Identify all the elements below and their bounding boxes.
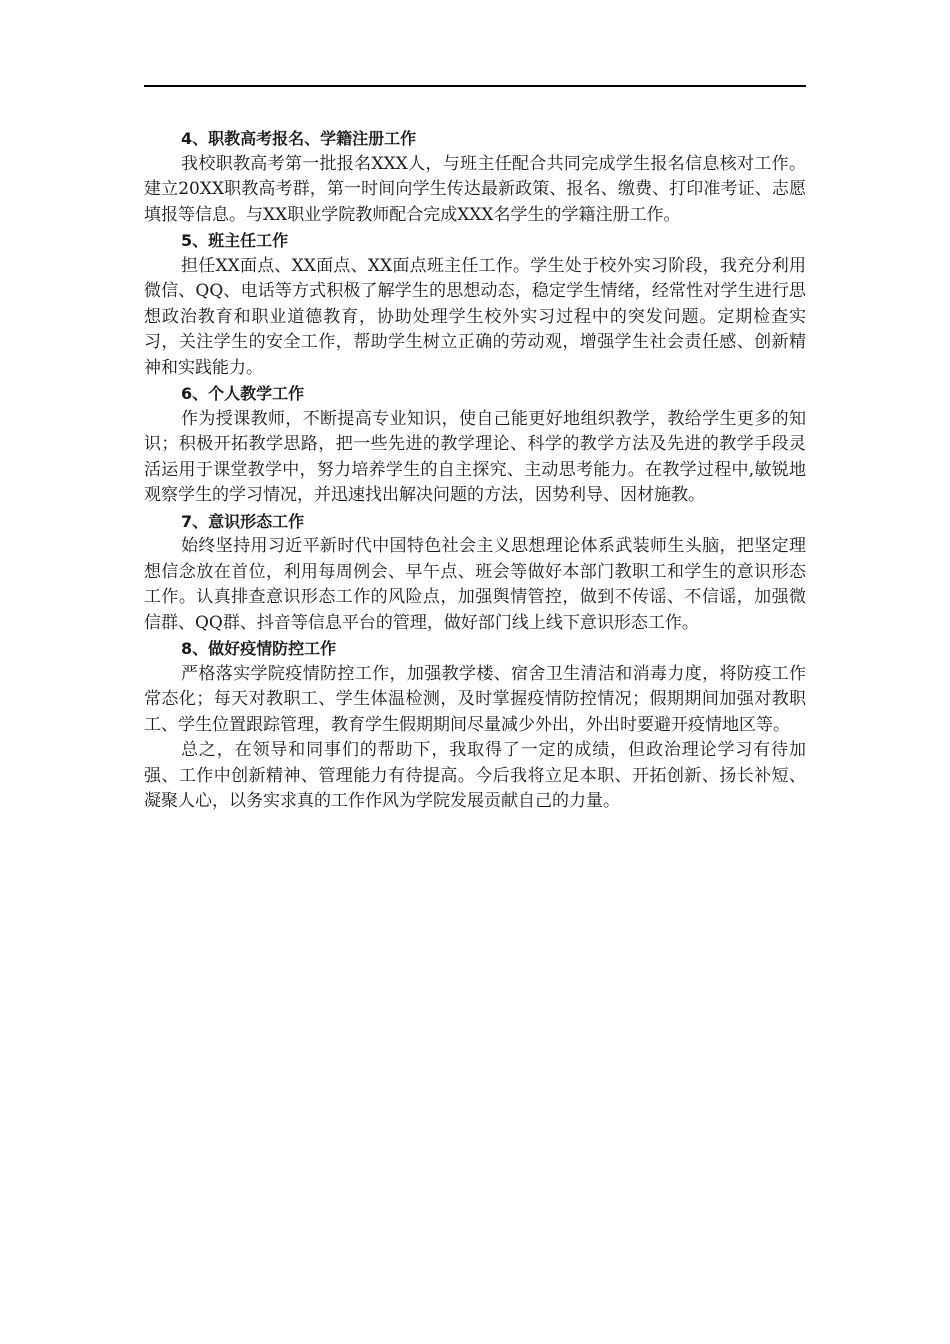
section-heading-8: 8、做好疫情防控工作	[181, 639, 337, 658]
section-heading-5: 5、班主任工作	[181, 231, 289, 250]
header-rule	[144, 85, 806, 87]
section-heading-7: 7、意识形态工作	[181, 511, 305, 531]
section-heading-6: 6、个人教学工作	[181, 384, 305, 403]
section-body-8: 严格落实学院疫情防控工作，加强教学楼、宿舍卫生清洁和消毒力度，将防疫工作常态化；每天对教职工、学生体温检测，及时掌握疫情防控情况；假期期间加强对教职工、学生位置跟踪管理，教育学生假期期间尽量减少外出，外出时要避开疫情地区等。	[144, 663, 806, 735]
section-body-7: 始终坚持用习近平新时代中国特色社会主义思想理论体系武装师生头脑，把坚定理想信念放在首位，利用每周例会、早午点、班会等做好本部门教职工和学生的意识形态工作。认真排查意识形态工作的风险点，加强舆情管控，做到不传谣、不信谣，加强微信群、QQ群、抖音等信息平台的管理，做好部门线上线下意识形态工作。	[144, 536, 806, 633]
section-body-4: 我校职教高考第一批报名XXX人，与班主任配合共同完成学生报名信息核对工作。建立20XX职教高考群，第一时间向学生传达最新政策、报名、缴费、打印准考证、志愿填报等信息。与XX职业学院教师配合完成XXX名学生的学籍注册工作。	[144, 153, 806, 225]
section-body-6: 作为授课教师，不断提高专业知识，使自己能更好地组织教学，教给学生更多的知识；积极开拓教学思路，把一些先进的教学理论、科学的教学方法及先进的教学手段灵活运用于课堂教学中，努力培养学生的自主探究、主动思考能力。在教学过程中,敏锐地观察学生的学习情况，并迅速找出解决问题的方法，因势利导、因材施教。	[144, 408, 806, 505]
document-body	[144, 126, 806, 815]
section-heading-4: 4、职教高考报名、学籍注册工作	[181, 129, 417, 148]
section-body-5: 担任XX面点、XX面点、XX面点班主任工作。学生处于校外实习阶段，我充分利用微信、QQ、电话等方式积极了解学生的思想动态，稳定学生情绪，经常性对学生进行思想政治教育和职业道德教育，协助处理学生校外实习过程中的突发问题。定期检查实习，关注学生的安全工作，帮助学生树立正确的劳动观，增强学生社会责任感、创新精神和实践能力。	[144, 255, 806, 378]
conclusion-paragraph: 总之，在领导和同事们的帮助下，我取得了一定的成绩，但政治理论学习有待加强、工作中创新精神、管理能力有待提高。今后我将立足本职、开拓创新、扬长补短、凝聚人心，以务实求真的工作作风为学院发展贡献自己的力量。	[144, 740, 806, 811]
